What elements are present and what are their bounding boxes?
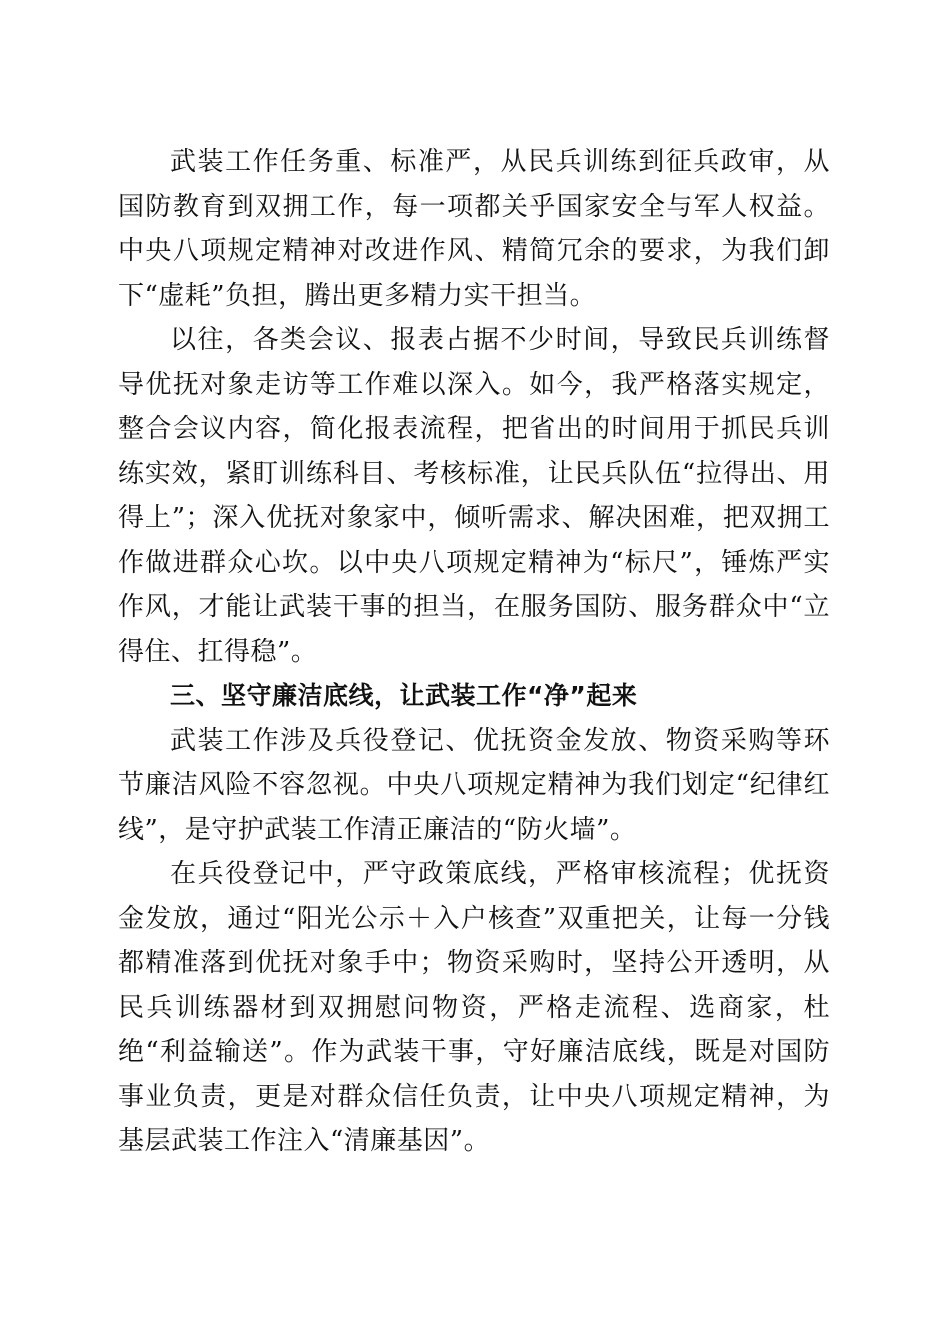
paragraph-integrity-practice: 在兵役登记中，严守政策底线，严格审核流程；优抚资金发放，通过“阳光公示＋入户核查”双重把关，让每一分钱都精准落到优抚对象手中；物资采购时，坚持公开透明，从民兵训练器材到双拥慰问物资，严格走流程、选商家，杜绝“利益输送”。作为武装干事，守好廉洁底线，既是对国防事业负责，更是对群众信任负责，让中央八项规定精神，为基层武装工作注入“清廉基因”。 bbox=[118, 859, 830, 1156]
paragraph-intro: 武装工作任务重、标准严，从民兵训练到征兵政审，从国防教育到双拥工作，每一项都关乎国家安全与军人权益。中央八项规定精神对改进作风、精简冗余的要求，为我们卸下“虚耗”负担，腾出更多精力实干担当。 bbox=[118, 147, 830, 311]
paragraph-work-style: 以往，各类会议、报表占据不少时间，导致民兵训练督导优抚对象走访等工作难以深入。如今，我严格落实规定，整合会议内容，简化报表流程，把省出的时间用于抓民兵训练实效，紧盯训练科目、考核标准，让民兵队伍“拉得出、用得上”；深入优抚对象家中，倾听需求、解决困难，把双拥工作做进群众心坎。以中央八项规定精神为“标尺”，锤炼严实作风，才能让武装干事的担当，在服务国防、服务群众中“立得住、扛得稳”。 bbox=[118, 325, 830, 667]
paragraph-integrity-risk: 武装工作涉及兵役登记、优抚资金发放、物资采购等环节廉洁风险不容忽视。中央八项规定精神为我们划定“纪律红线”，是守护武装工作清正廉洁的“防火墙”。 bbox=[118, 725, 830, 845]
section-heading: 三、坚守廉洁底线，让武装工作“净”起来 bbox=[170, 681, 638, 710]
document-body bbox=[118, 140, 830, 1164]
